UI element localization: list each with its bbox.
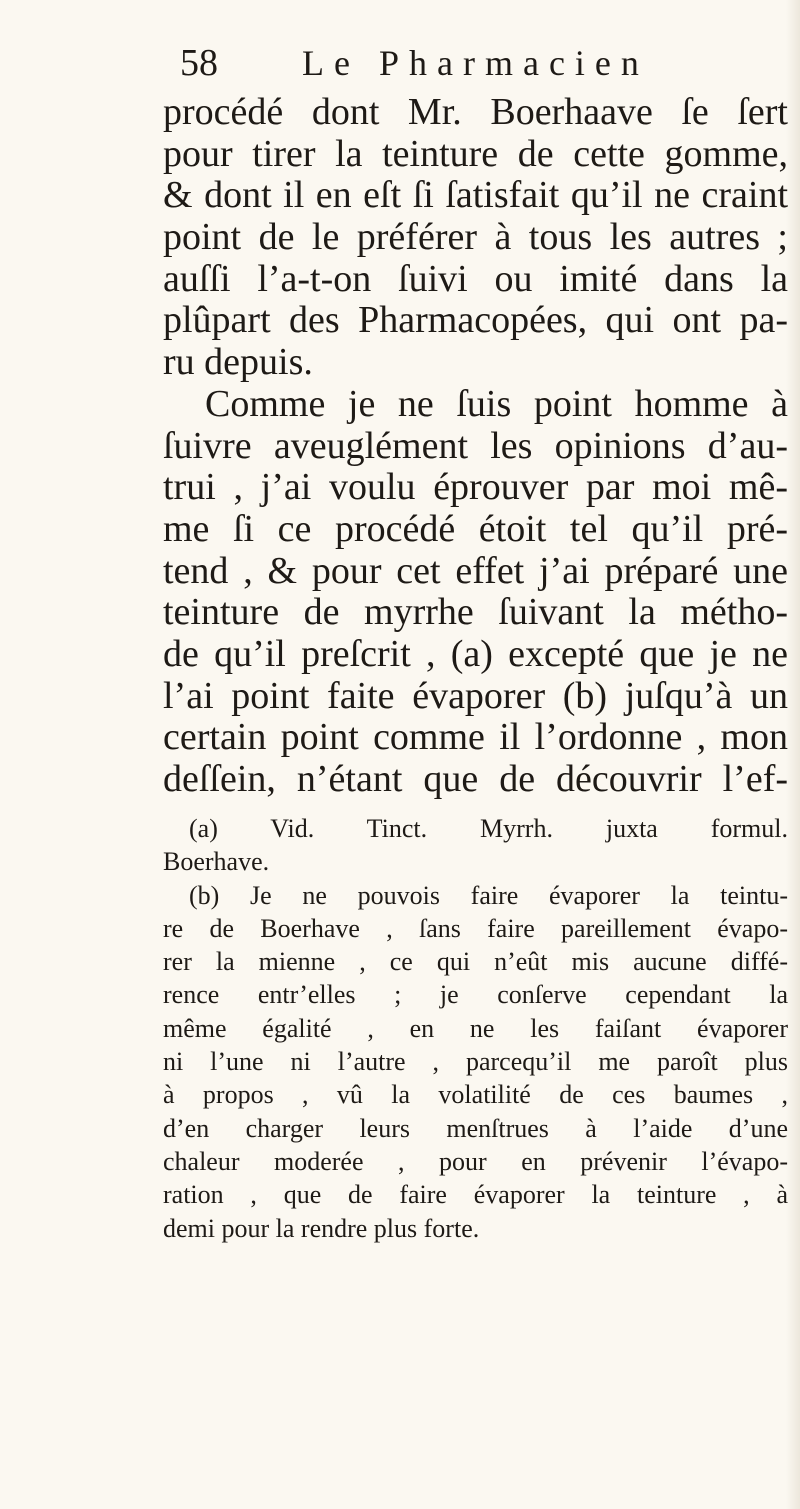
text-line: deſſein, n’étant que de découvrir l’ef- [163, 758, 788, 800]
footnote-line: ration , que de faire évaporer la teinture , à [163, 1180, 788, 1210]
text-line: ru depuis. [163, 341, 313, 384]
text-line: ſuivre aveuglément les opinions d’au- [163, 424, 788, 467]
text-line: pour tirer la teinture de cette gomme, [163, 132, 788, 175]
footnotes [163, 812, 788, 1245]
footnote-line: (a) Vid. Tinct. Myrrh. juxta formul. [189, 814, 788, 843]
footnote-line: Boerhave. [163, 847, 270, 877]
footnote-line: chaleur moderée , pour en prévenir l’évapo- [163, 1146, 788, 1176]
text-line: point de le préférer à tous les autres ; [163, 216, 788, 259]
footnote-line: ni l’une ni l’autre , parcequ’il me paroît plus [163, 1047, 788, 1077]
text-line: certain point comme il l’ordonne , mon [163, 716, 788, 759]
text-line: tend , & pour cet effet j’ai préparé une [163, 549, 788, 592]
text-line: trui , j’ai voulu éprouver par moi mê- [163, 466, 788, 509]
text-line: me ſi ce procédé étoit tel qu’il pré- [163, 507, 788, 550]
text-line: de qu’il preſcrit , (a) excepté que je ne [163, 632, 788, 675]
text-line: teinture de myrrhe ſuivant la métho- [163, 591, 788, 634]
footnote-line: demi pour la rendre plus forte. [163, 1213, 480, 1243]
text-line: auſſi l’a-t-on ſuivi ou imité dans la [163, 257, 788, 300]
text-line: & dont il en eſt ſi ſatisfait qu’il ne craint [163, 174, 788, 217]
footnote-line: rence entr’elles ; je conſerve cependant la [163, 980, 788, 1010]
footnote-line: rer la mienne , ce qui n’eût mis aucune diffé- [163, 947, 788, 977]
footnote-line: même égalité , en ne les faiſant évaporer [163, 1013, 788, 1043]
footnote-line: re de Boerhave , ſans faire pareillement évapo- [163, 913, 788, 943]
page-header [180, 36, 740, 90]
text-line: plûpart des Pharmacopées, qui ont pa- [163, 299, 788, 342]
page-edge [786, 0, 800, 1509]
main-text [163, 92, 788, 801]
text-line: procédé dont Mr. Boerhaave ſe ſert [163, 91, 788, 133]
footnote-line: à propos , vû la volatilité de ces baumes , [163, 1080, 788, 1110]
footnote-line: d’en charger leurs menſtrues à l’aide d’une [163, 1113, 788, 1143]
page-number: 58 [180, 42, 218, 84]
text-line: Comme je ne ſuis point homme à [205, 382, 788, 425]
footnote-line: (b) Je ne pouvois faire évaporer la teintu- [189, 880, 788, 910]
running-title: Le Pharmacien [302, 43, 649, 83]
text-line: l’ai point faite évaporer (b) juſqu’à un [163, 674, 788, 717]
